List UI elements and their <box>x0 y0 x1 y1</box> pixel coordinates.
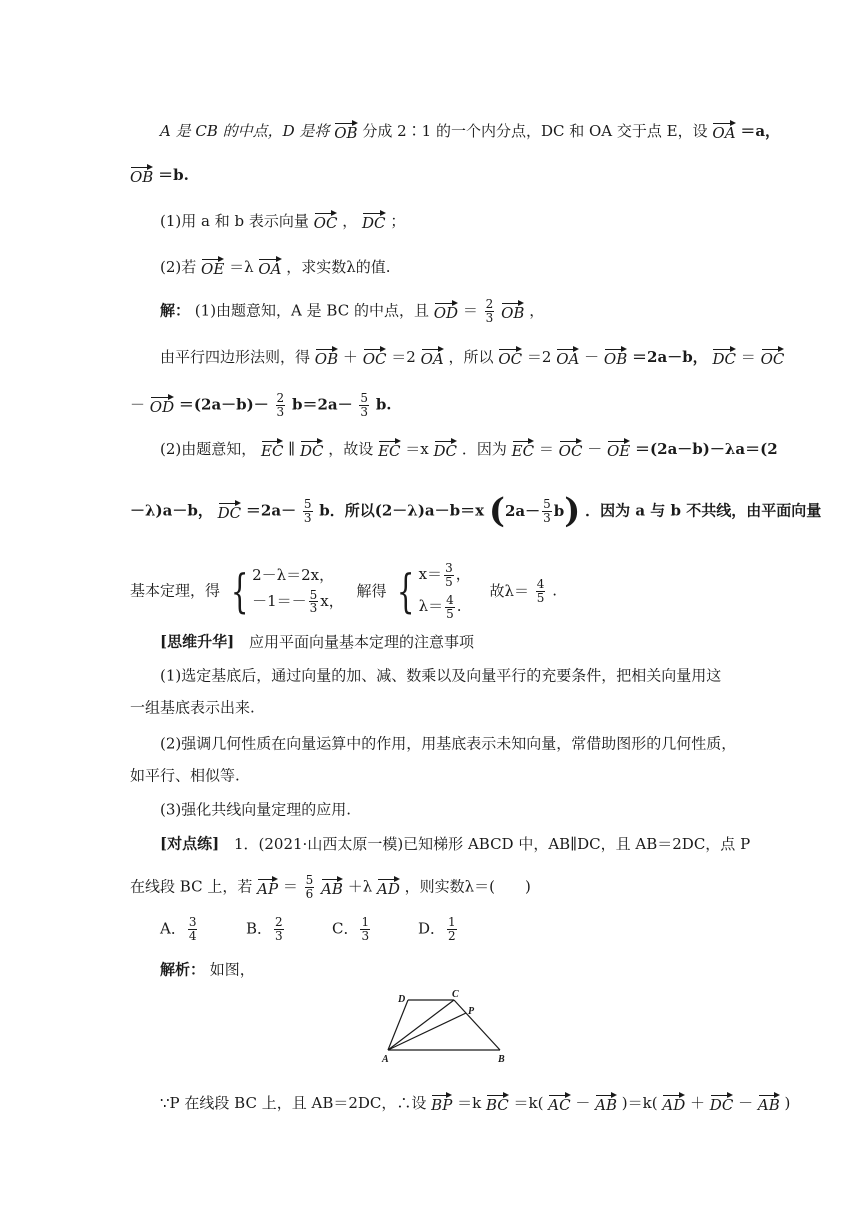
fraction: $\frac{5}{3}$ <box>303 496 312 525</box>
text: ，则实数λ＝( ) <box>404 877 531 896</box>
vector-EC: EC <box>511 442 535 460</box>
vector-DC: DC <box>362 214 386 232</box>
vector-AD: AD <box>376 879 400 898</box>
text: ) <box>784 1094 791 1112</box>
vector-OA: OA <box>556 350 580 368</box>
text: － <box>584 348 600 366</box>
trapezoid-diagram <box>380 988 520 1068</box>
text: － <box>575 1094 591 1112</box>
fraction: $\frac{5}{3}$ <box>360 391 369 419</box>
text: ＋λ <box>347 877 373 896</box>
vector-OE: OE <box>201 260 225 278</box>
trapezoid-figure <box>380 988 520 1072</box>
text: ∵P 在线段 BC 上，且 AB＝2DC，∴设 <box>160 1094 427 1112</box>
tips-title: 应用平面向量基本定理的注意事项 <box>248 632 474 651</box>
vector-AB: AB <box>321 879 343 898</box>
solution-line-1 <box>160 298 544 324</box>
tip-3: (3)强化共线向量定理的应用. <box>160 800 352 819</box>
text: －λ)a－b， <box>130 501 213 520</box>
vector-OB: OB <box>501 303 525 322</box>
text: b＝2a－ <box>291 395 353 414</box>
tip-1-line-2: 一组基底表示出来. <box>130 698 255 717</box>
vector-OB: OB <box>314 350 339 368</box>
text: ＝2 <box>391 348 416 366</box>
problem-line-2 <box>130 166 189 185</box>
vector-OC: OC <box>313 214 338 232</box>
solution-line-6 <box>130 562 557 620</box>
vector-AP: AP <box>257 879 279 898</box>
text: (1)由题意知，A 是 BC 的中点，且 <box>194 301 429 320</box>
text: ＝(2a－b)－ <box>178 395 269 414</box>
vector-OA: OA <box>712 124 736 142</box>
vector-AC: AC <box>548 1096 571 1114</box>
label-B: B <box>498 1054 505 1065</box>
text: b. <box>375 395 392 414</box>
vector-BP: BP <box>431 1096 453 1114</box>
question-1 <box>160 212 405 231</box>
exercise-line-2 <box>130 874 531 900</box>
equation-system-1: { 2－λ＝2x， －1＝－ $\frac{5}{3}$ x， <box>230 564 344 619</box>
fraction: $\frac{4}{5}$ <box>536 577 545 605</box>
vector-OA: OA <box>258 260 282 278</box>
fraction: $\frac{2}{3}$ <box>276 391 285 419</box>
label-D: D <box>398 994 406 1005</box>
vector-OA: OA <box>420 350 444 368</box>
vector-DC: DC <box>433 442 458 460</box>
text: ＝x <box>405 440 429 458</box>
text: ＝k( <box>513 1094 544 1112</box>
text: ； <box>390 212 406 230</box>
text: ＝2a－ <box>245 501 297 520</box>
parenthesized-expression: ( 2a－ $\frac{5}{3}$ b ) <box>488 491 581 531</box>
vector-OB: OB <box>130 168 154 186</box>
solution-line-5 <box>130 491 822 531</box>
vector-AB: AB <box>595 1096 617 1114</box>
text: ∥ <box>288 440 296 458</box>
text: ， <box>529 301 545 320</box>
vector-DC: DC <box>712 350 736 368</box>
text: 解得 <box>356 581 387 600</box>
text: ．因为 <box>461 440 507 458</box>
text: 1．(2021·山西太原一模)已知梯形 ABCD 中，AB∥DC，且 AB＝2DC，点 P <box>233 834 751 853</box>
text: 基本定理，得 <box>130 581 221 600</box>
text: ＝ <box>462 301 478 320</box>
exercise-tag: [对点练] <box>160 834 220 853</box>
problem-line-1 <box>160 122 780 141</box>
tip-2-line-2: 如平行、相似等. <box>130 766 240 785</box>
vector-BC: BC <box>485 1096 509 1114</box>
segment-AP <box>388 1013 466 1050</box>
text: (2)由题意知， <box>160 440 257 458</box>
text: － <box>738 1094 754 1112</box>
text: )＝k( <box>621 1094 658 1112</box>
text: － <box>587 440 603 458</box>
text: 在线段 BC 上，若 <box>130 877 253 896</box>
option-a[interactable]: A． $\frac{3}{4}$ <box>160 915 197 943</box>
vector-AD: AD <box>662 1096 686 1114</box>
text: (2)若 <box>160 258 197 276</box>
text: － <box>130 395 146 414</box>
text: (1)用 a 和 b 表示向量 <box>160 212 309 230</box>
vector-DC: DC <box>217 503 242 522</box>
text: 故λ＝ <box>489 581 530 600</box>
tips-heading <box>160 634 474 650</box>
vector-EC: EC <box>261 442 284 460</box>
fraction: $\frac{5}{6}$ <box>305 873 314 901</box>
question-2 <box>160 258 391 277</box>
vector-OD: OD <box>149 397 175 416</box>
text: b．所以(2－λ)a－b＝x <box>319 501 485 520</box>
text: ＝k <box>457 1094 482 1112</box>
text: ＋ <box>690 1094 706 1112</box>
text: . <box>552 581 557 600</box>
text: ＝ <box>740 348 756 366</box>
solution-line-4 <box>160 440 778 459</box>
text: ， <box>342 212 358 230</box>
text: ，求实数λ的值. <box>286 258 391 276</box>
vector-OC: OC <box>498 350 523 368</box>
text: ＝λ <box>229 258 254 276</box>
solution-line-2 <box>160 348 784 367</box>
vector-OB: OB <box>334 124 358 142</box>
text: ＝ <box>282 877 298 896</box>
text: ，故设 <box>328 440 374 458</box>
exercise-line-1 <box>160 836 750 852</box>
text: ＝2a－b， <box>632 348 708 366</box>
vector-OC: OC <box>558 442 583 460</box>
vector-AB: AB <box>757 1096 780 1114</box>
text: ＝b. <box>158 166 189 184</box>
text: 由平行四边形法则，得 <box>160 348 311 366</box>
vector-OB: OB <box>603 350 628 368</box>
label-C: C <box>452 989 459 1000</box>
text: 如图， <box>209 960 255 979</box>
vector-DC: DC <box>709 1096 734 1114</box>
text: A 是 CB 的中点，D 是将 <box>160 122 330 140</box>
vector-EC: EC <box>378 442 401 460</box>
option-c[interactable]: C． $\frac{1}{3}$ <box>332 915 370 943</box>
analysis-label: 解析： <box>160 960 206 979</box>
text: ＝a， <box>740 122 781 140</box>
solution-label: 解： <box>160 301 191 320</box>
fraction: $\frac{2}{3}$ <box>485 297 494 325</box>
label-P: P <box>468 1006 475 1017</box>
label-A: A <box>382 1054 389 1065</box>
tip-2-line-1: (2)强调几何性质在向量运算中的作用，用基底表示未知向量，常借助图形的几何性质， <box>160 734 737 753</box>
vector-OE: OE <box>607 442 631 460</box>
vector-OD: OD <box>433 303 459 322</box>
option-d[interactable]: D． $\frac{1}{2}$ <box>418 915 456 943</box>
text: ＝ <box>538 440 554 458</box>
text: ，所以 <box>448 348 494 366</box>
analysis-line <box>160 962 255 978</box>
final-line <box>160 1094 790 1113</box>
text: ．因为 a 与 b 不共线，由平面向量 <box>585 501 822 520</box>
text: ＝(2a－b)－λa＝(2 <box>635 440 778 458</box>
vector-OC: OC <box>760 350 785 368</box>
text: 分成 2∶1 的一个内分点，DC 和 OA 交于点 E，设 <box>362 122 708 140</box>
edge-CB <box>454 1000 500 1050</box>
option-b[interactable]: B． $\frac{2}{3}$ <box>246 915 283 943</box>
text: ＝2 <box>526 348 552 366</box>
equation-system-2: { x＝ $\frac{3}{5}$ ， λ＝ $\frac{4}{5}$ . <box>397 561 471 621</box>
text: ＋ <box>342 348 358 366</box>
solution-line-3 <box>130 392 392 418</box>
vector-OC: OC <box>362 350 387 368</box>
tips-tag: [思维升华] <box>160 632 235 651</box>
tip-1-line-1: (1)选定基底后，通过向量的加、减、数乘以及向量平行的充要条件，把相关向量用这 <box>160 666 722 685</box>
vector-DC: DC <box>299 442 324 460</box>
